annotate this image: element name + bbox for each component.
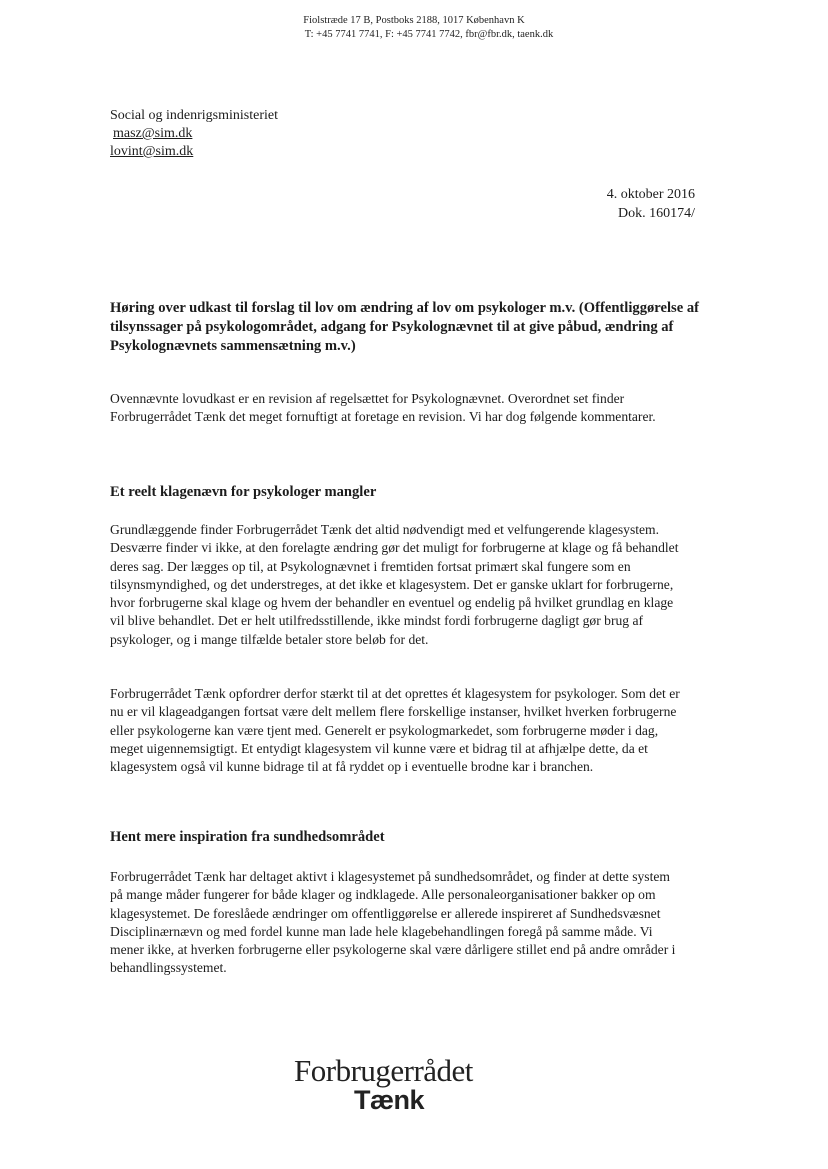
document-number: Dok. 160174/ [618, 206, 695, 221]
section-heading: Et reelt klagenævn for psykologer mangler [110, 484, 377, 500]
recipient-block [110, 107, 278, 161]
recipient-name: Social og indenrigsministeriet [110, 108, 278, 123]
body-paragraph: Forbrugerrådet Tænk opfordrer derfor stærkt til at det oprettes ét klagesystem for psykologer. Som det er nu er vil klageadgangen fortsat være delt mellem flere forskellige instanser, hvilket hverken forbrugerne eller psykologerne kan være tjent med. Generelt er psykologmarkedet, som forbrugerne møder i dag, meget uigennemsigtigt. Et entydigt klagesystem vil kunne være et bidrag til at afhjælpe dette, da et klagesystem også vil kunne bidrage til at få ryddet op i eventuelle brodne kar i branchen. [110, 686, 680, 775]
section-heading: Hent mere inspiration fra sundhedsområdet [110, 829, 385, 845]
recipient-email-link[interactable]: masz@sim.dk [113, 126, 193, 141]
date-block [607, 185, 695, 223]
subject-heading: Høring over udkast til forslag til lov om ændring af lov om psykologer m.v. (Offentliggørelse af tilsynssager på psykologområdet, adgang for Psykolognævnet til at give påbud, ændring af Psykolognævnets sammensætning m.v.) [110, 300, 700, 354]
letterhead-contact: T: +45 7741 7741, F: +45 7741 7742, fbr@fbr.dk, taenk.dk [304, 29, 554, 40]
recipient-email-link[interactable]: lovint@sim.dk [110, 144, 194, 159]
logo-wordmark-primary: Forbrugerrådet [294, 1053, 473, 1088]
intro-paragraph: Ovennævnte lovudkast er en revision af regelsættet for Psykolognævnet. Overordnet set finder Forbrugerrådet Tænk det meget fornuftigt at foretage en revision. Vi har dog følgende kommentarer. [110, 391, 656, 425]
brand-logo [0, 1053, 828, 1123]
letter-date: 4. oktober 2016 [606, 187, 695, 202]
logo-wordmark-secondary: Tænk [354, 1085, 425, 1115]
letterhead [0, 14, 828, 42]
body-paragraph: Grundlæggende finder Forbrugerrådet Tænk det altid nødvendigt med et velfungerende klagesystem. Desværre finder vi ikke, at den forelagte ændring gør det muligt for forbrugerne at klage og få behandlet deres sag. Der lægges op til, at Psykolognævnet i fremtiden fortsat primært skal fungere som en tilsynsmyndighed, og det understreges, at det ikke et klagesystem. Det er ganske uklart for forbrugerne, hvor forbrugerne skal klage og hvem der behandler en eventuel og endelig på hvilket grundlag en klage vil blive behandlet. Det er helt utilfredsstillende, ikke mindst fordi forbrugerne dagligt gør brug af psykologer, og i mange tilfælde betaler store beløb for det. [110, 522, 679, 647]
body-paragraph: Forbrugerrådet Tænk har deltaget aktivt i klagesystemet på sundhedsområdet, og finder at dette system på mange måder fungerer for både klager og indklagede. Alle personaleorganisationer bakker op om klagesystemet. De foreslåede ændringer om offentliggørelse er allerede inspireret af Sundhedsvæsnet Disciplinærnævn og med fordel kunne man lade hele klagebehandlingen foregå på samme måde. Vi mener ikke, at hverken forbrugerne eller psykologerne skal være dårligere stillet end på andre områder i behandlingssystemet. [110, 869, 676, 976]
letterhead-address: Fiolstræde 17 B, Postboks 2188, 1017 København K [303, 15, 525, 26]
